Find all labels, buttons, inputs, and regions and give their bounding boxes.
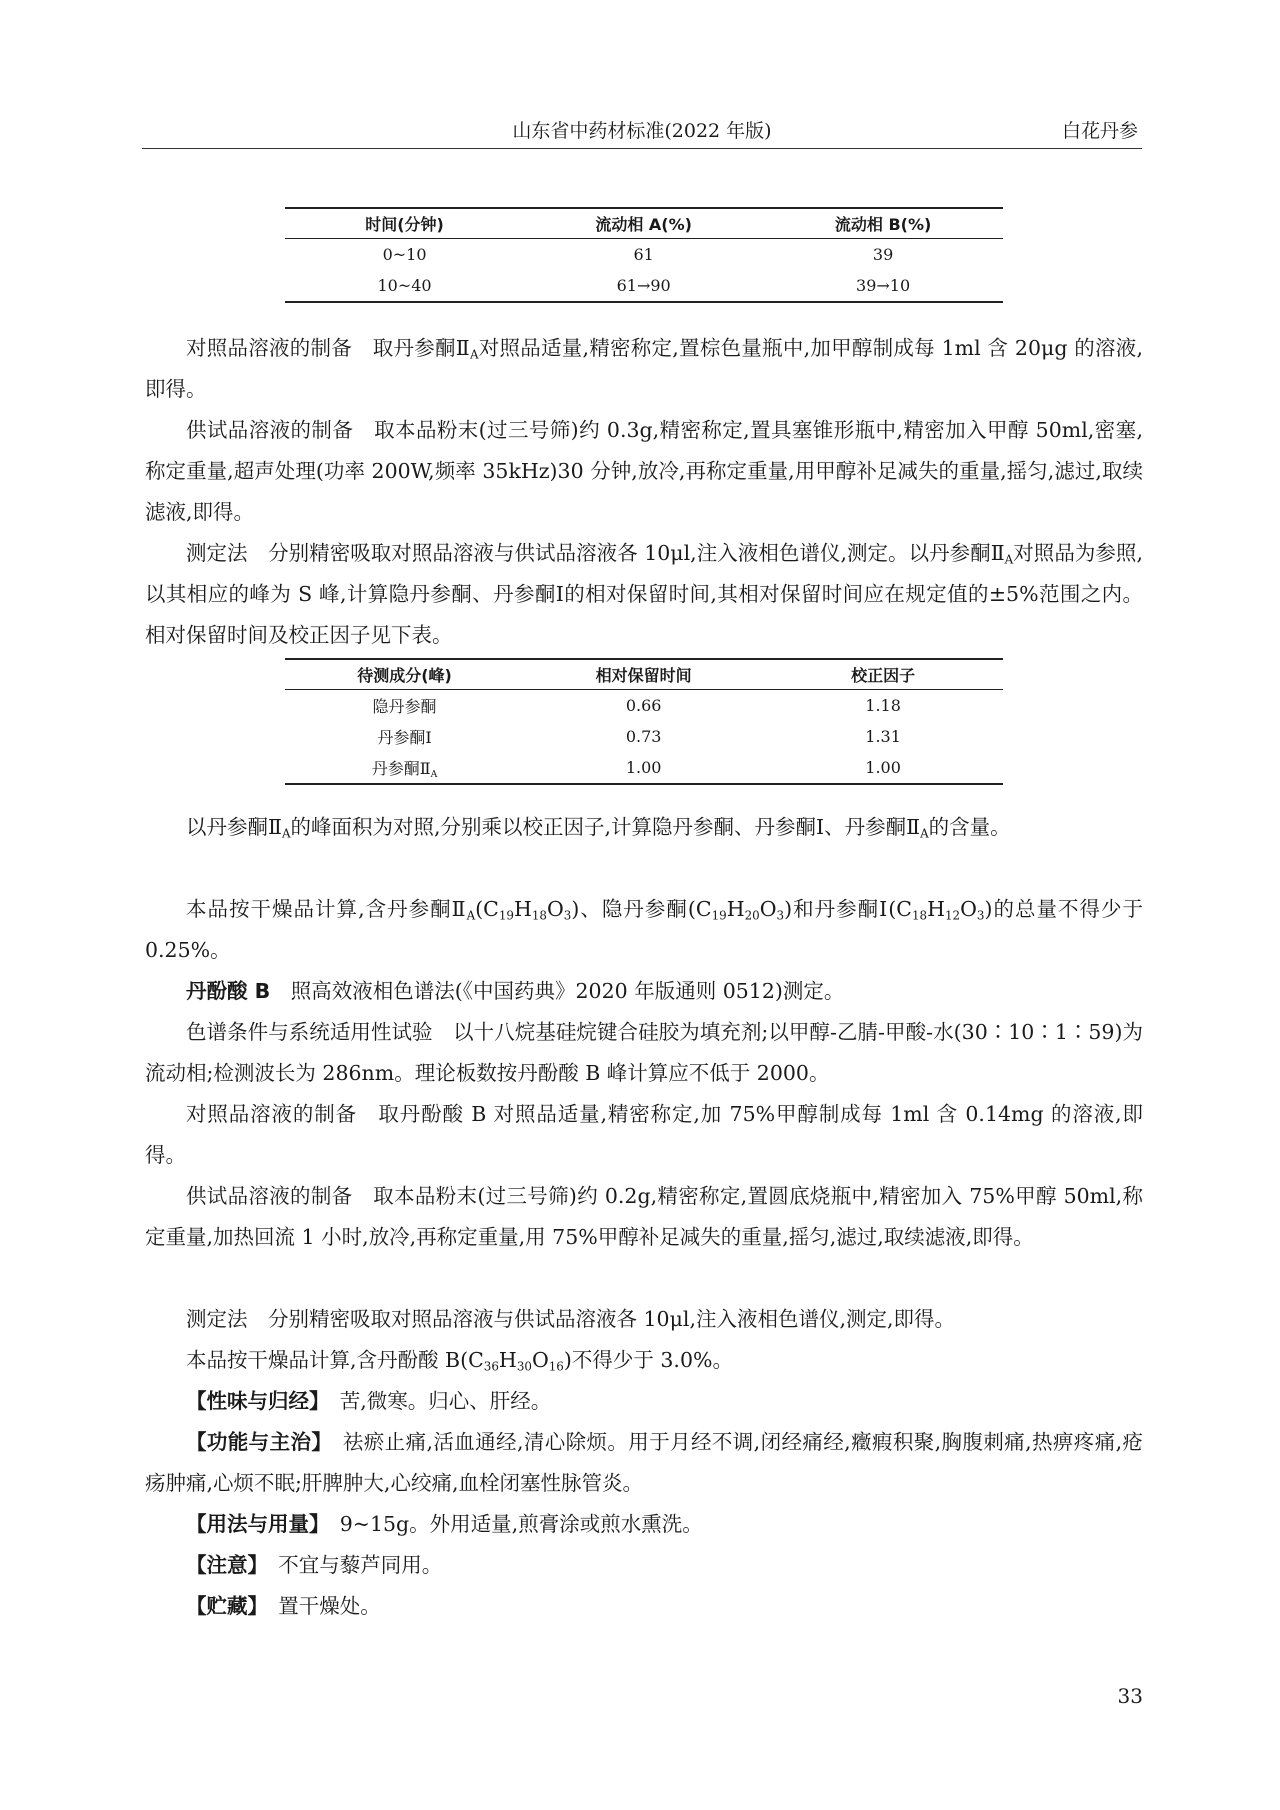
chromatographic-conditions-paragraph: 色谱条件与系统适用性试验 以十八烷基硅烷键合硅胶为填充剂;以甲醇-乙腈-甲酸-水(30∶10∶1∶59)为流动相;检测波长为 286nm。理论板数按丹酚酸 B 峰计算应不低于 2000。: [145, 1020, 1143, 1085]
herb-name: 白花丹参: [1061, 120, 1138, 142]
table-cell: 1.00: [524, 752, 763, 784]
table-header: 流动相 B(%): [763, 208, 1003, 239]
test-solution-b-paragraph: 供试品溶液的制备 取本品粉末(过三号筛)约 0.2g,精密称定,置圆底烧瓶中,精密加入 75%甲醇 50ml,称定重量,加热回流 1 小时,放冷,再称定重量,用 75%甲醇补足减失的重量,摇匀,滤过,取续滤液,即得。: [145, 1184, 1143, 1249]
table-cell: 1.00: [763, 752, 1003, 784]
table-row: [285, 721, 1003, 752]
table-cell: 1.31: [865, 727, 901, 746]
table-header-row: [285, 659, 1003, 690]
assay-method-paragraph: 测定法 分别精密吸取对照品溶液与供试品溶液各 10μl,注入液相色谱仪,测定。以丹参酮$Ⅱ_A$对照品为参照,以其相应的峰为 S 峰,计算隐丹参酮、丹参酮Ⅰ的相对保留时间,其相对保留时间应在规定值的±5%范围之内。相对保留时间及校正因子见下表。: [145, 541, 1143, 647]
nature-meridian-paragraph: 【性味与归经】 苦,微寒。归心、肝经。: [186, 1389, 552, 1413]
precaution-paragraph: 【注意】 不宜与藜芦同用。: [186, 1553, 443, 1577]
table-header-row: [285, 208, 1003, 239]
table-cell: 39→10: [763, 270, 1003, 302]
relative-retention-table: [285, 658, 1003, 785]
table-cell: 61: [633, 245, 654, 264]
table-header: 校正因子: [763, 659, 1003, 690]
table-cell: 隐丹参酮: [372, 697, 437, 716]
usage-dosage-paragraph: 【用法与用量】 9~15g。外用适量,煎膏涂或煎水熏洗。: [186, 1512, 703, 1536]
table-header: 待测成分(峰): [285, 659, 524, 690]
page-header: [142, 108, 1142, 149]
table-cell: 0~10: [382, 245, 427, 264]
function-indication-paragraph: 【功能与主治】 祛瘀止痛,活血通经,清心除烦。用于月经不调,闭经痛经,癥瘕积聚,胸腹刺痛,热痹疼痛,疮疡肿痛,心烦不眠;肝脾肿大,心绞痛,血栓闭塞性脉管炎。: [145, 1430, 1143, 1495]
storage-paragraph: 【贮藏】 置干燥处。: [186, 1594, 381, 1618]
salvianolic-acid-b-intro: 丹酚酸 B 照高效液相色谱法(《中国药典》2020 年版通则 0512)测定。: [186, 979, 845, 1003]
book-title: 山东省中药材标准(2022 年版): [512, 120, 772, 142]
content-limit-b-paragraph: 本品按干燥品计算,含丹酚酸 $B(C_{36}H_{30}O_{16})$不得少于 3.0%。: [186, 1348, 733, 1374]
content-limit-paragraph: 本品按干燥品计算,含丹参酮$Ⅱ_A(C_{19}H_{18}O_3)$、隐丹参酮$(C_{19}H_{20}O_3)$和丹参酮$Ⅰ(C_{18}H_{12}O_3)$的总量不得少于 0.25%。: [145, 897, 1144, 962]
assay-method-b-paragraph: 测定法 分别精密吸取对照品溶液与供试品溶液各 10μl,注入液相色谱仪,测定,即得。: [186, 1307, 956, 1331]
table-cell: 丹参酮Ⅰ: [377, 728, 432, 747]
page-number: 33: [1117, 1684, 1143, 1708]
table-cell: 1.18: [865, 696, 901, 715]
table-cell: 丹参酮$Ⅱ_A$: [285, 752, 524, 784]
table-cell: 39: [872, 245, 894, 264]
table-cell: 61→90: [524, 270, 763, 302]
reference-solution-b-paragraph: 对照品溶液的制备 取丹酚酸 B 对照品适量,精密称定,加 75%甲醇制成每 1ml 含 0.14mg 的溶液,即得。: [145, 1102, 1143, 1167]
table-row: [285, 270, 1003, 302]
table-header: 时间(分钟): [285, 208, 524, 239]
table-row: [285, 752, 1003, 784]
table-cell: 10~40: [285, 270, 524, 302]
table-cell: 0.66: [625, 696, 662, 715]
test-solution-paragraph: 供试品溶液的制备 取本品粉末(过三号筛)约 0.3g,精密称定,置具塞锥形瓶中,精密加入甲醇 50ml,密塞,称定重量,超声处理(功率 200W,频率 35kHz)30 分钟,放冷,再称定重量,用甲醇补足减失的重量,摇匀,滤过,取续滤液,即得。: [145, 418, 1143, 524]
reference-solution-paragraph: 对照品溶液的制备 取丹参酮$Ⅱ_A$对照品适量,精密称定,置棕色量瓶中,加甲醇制成每 1ml 含 20μg 的溶液,即得。: [145, 336, 1144, 401]
calculation-paragraph: 以丹参酮$Ⅱ_A$的峰面积为对照,分别乘以校正因子,计算隐丹参酮、丹参酮Ⅰ、丹参酮$Ⅱ_A$的含量。: [186, 815, 1011, 841]
table-row: [285, 690, 1003, 722]
gradient-table: [285, 207, 1003, 303]
table-row: [285, 239, 1003, 271]
table-cell: 0.73: [625, 727, 662, 746]
table-header: 流动相 A(%): [524, 208, 763, 239]
section-title: 丹酚酸 B: [186, 979, 271, 1003]
table-header: 相对保留时间: [524, 659, 763, 690]
